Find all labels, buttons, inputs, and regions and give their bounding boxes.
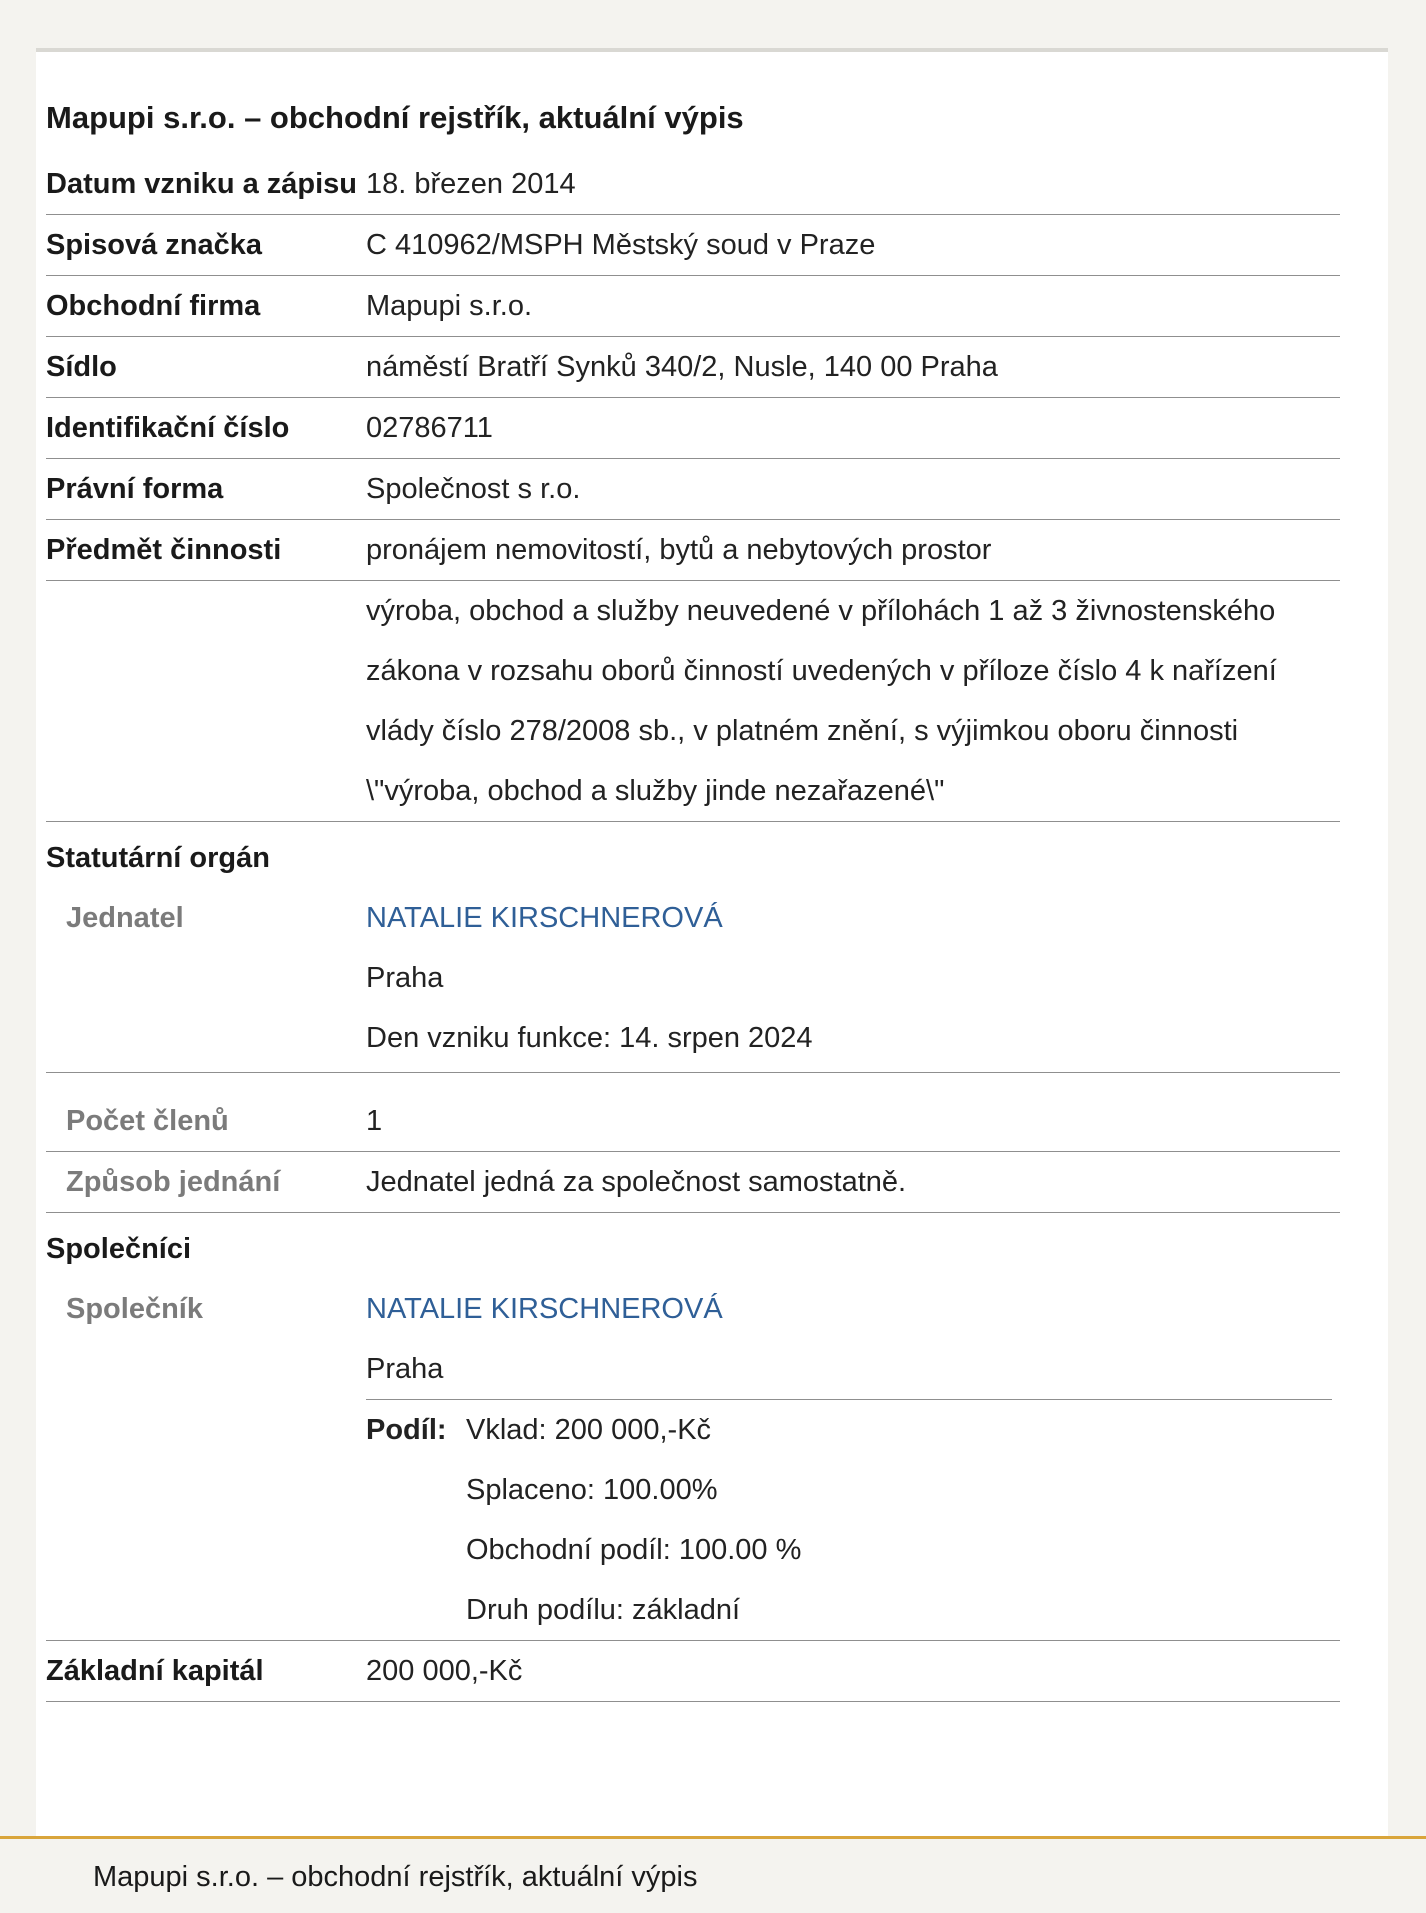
- pocet-value: 1: [366, 1073, 1340, 1152]
- table-row: [46, 398, 1340, 459]
- podil-obchodni: Obchodní podíl: 100.00 %: [466, 1534, 802, 1566]
- predmet-label: Předmět činnosti: [46, 520, 366, 581]
- table-row: [46, 215, 1340, 276]
- zpusob-value: Jednatel jedná za společnost samostatně.: [366, 1152, 1340, 1213]
- spolecnik-name-link[interactable]: NATALIE KIRSCHNEROVÁ: [366, 1293, 723, 1325]
- predmet-value-1: pronájem nemovitostí, bytů a nebytových prostor: [366, 520, 1340, 581]
- footer: [0, 1836, 1426, 1913]
- podil-druh: Druh podílu: základní: [466, 1594, 741, 1626]
- jednatel-city: Praha: [366, 962, 444, 994]
- zpusob-label: Způsob jednání: [46, 1152, 366, 1213]
- firma-label: Obchodní firma: [46, 276, 366, 337]
- sidlo-value: náměstí Bratří Synků 340/2, Nusle, 140 00 Praha: [366, 337, 1340, 398]
- datum-value: 18. březen 2014: [366, 154, 1340, 215]
- firma-value: Mapupi s.r.o.: [366, 276, 1340, 337]
- table-row: [46, 1279, 1340, 1641]
- table-row: [46, 337, 1340, 398]
- spolecnik-city: Praha: [366, 1353, 444, 1385]
- spolecnik-label: Společník: [46, 1279, 366, 1641]
- jednatel-since: Den vzniku funkce: 14. srpen 2024: [366, 1022, 813, 1054]
- table-row: [46, 1152, 1340, 1213]
- podil-splaceno: Splaceno: 100.00%: [466, 1474, 718, 1506]
- table-row: [46, 276, 1340, 337]
- registry-table: [46, 154, 1340, 1702]
- section-row: [46, 1213, 1340, 1280]
- kapital-value: 200 000,-Kč: [366, 1641, 1340, 1702]
- statutarni-heading: Statutární orgán: [46, 842, 270, 874]
- table-row: [46, 888, 1340, 1073]
- datum-label: Datum vzniku a zápisu: [46, 154, 366, 215]
- spolecnici-heading: Společníci: [46, 1233, 192, 1265]
- page-title: Mapupi s.r.o. – obchodní rejstřík, aktuální výpis: [46, 100, 744, 135]
- section-row: [46, 822, 1340, 889]
- table-row: [46, 520, 1340, 581]
- table-row: [46, 1073, 1340, 1152]
- podil-label: Podíl:: [366, 1414, 447, 1446]
- jednatel-name-link[interactable]: NATALIE KIRSCHNEROVÁ: [366, 902, 723, 934]
- table-row: [46, 1641, 1340, 1702]
- podil-block: [366, 1400, 1340, 1640]
- podil-vklad: Vklad: 200 000,-Kč: [466, 1414, 712, 1446]
- kapital-label: Základní kapitál: [46, 1641, 366, 1702]
- jednatel-label: Jednatel: [46, 888, 366, 1073]
- footer-text: Mapupi s.r.o. – obchodní rejstřík, aktuální výpis: [93, 1861, 698, 1893]
- spisova-value: C 410962/MSPH Městský soud v Praze: [366, 215, 1340, 276]
- spisova-label: Spisová značka: [46, 215, 366, 276]
- ico-label: Identifikační číslo: [46, 398, 366, 459]
- table-row: [46, 459, 1340, 520]
- predmet-value-2: výroba, obchod a služby neuvedené v přílohách 1 až 3 živnostenského zákona v rozsahu oborů činností uvedených v příloze číslo 4 k nařízení vlády číslo 278/2008 sb., v platném znění, s výjimkou oboru činnosti \"výroba, obchod a služby jinde nezařazené\": [366, 581, 1340, 822]
- table-row: [46, 581, 1340, 822]
- table-row: [46, 154, 1340, 215]
- pocet-label: Počet členů: [46, 1073, 366, 1152]
- forma-value: Společnost s r.o.: [366, 459, 1340, 520]
- forma-label: Právní forma: [46, 459, 366, 520]
- sidlo-label: Sídlo: [46, 337, 366, 398]
- ico-value: 02786711: [366, 398, 1340, 459]
